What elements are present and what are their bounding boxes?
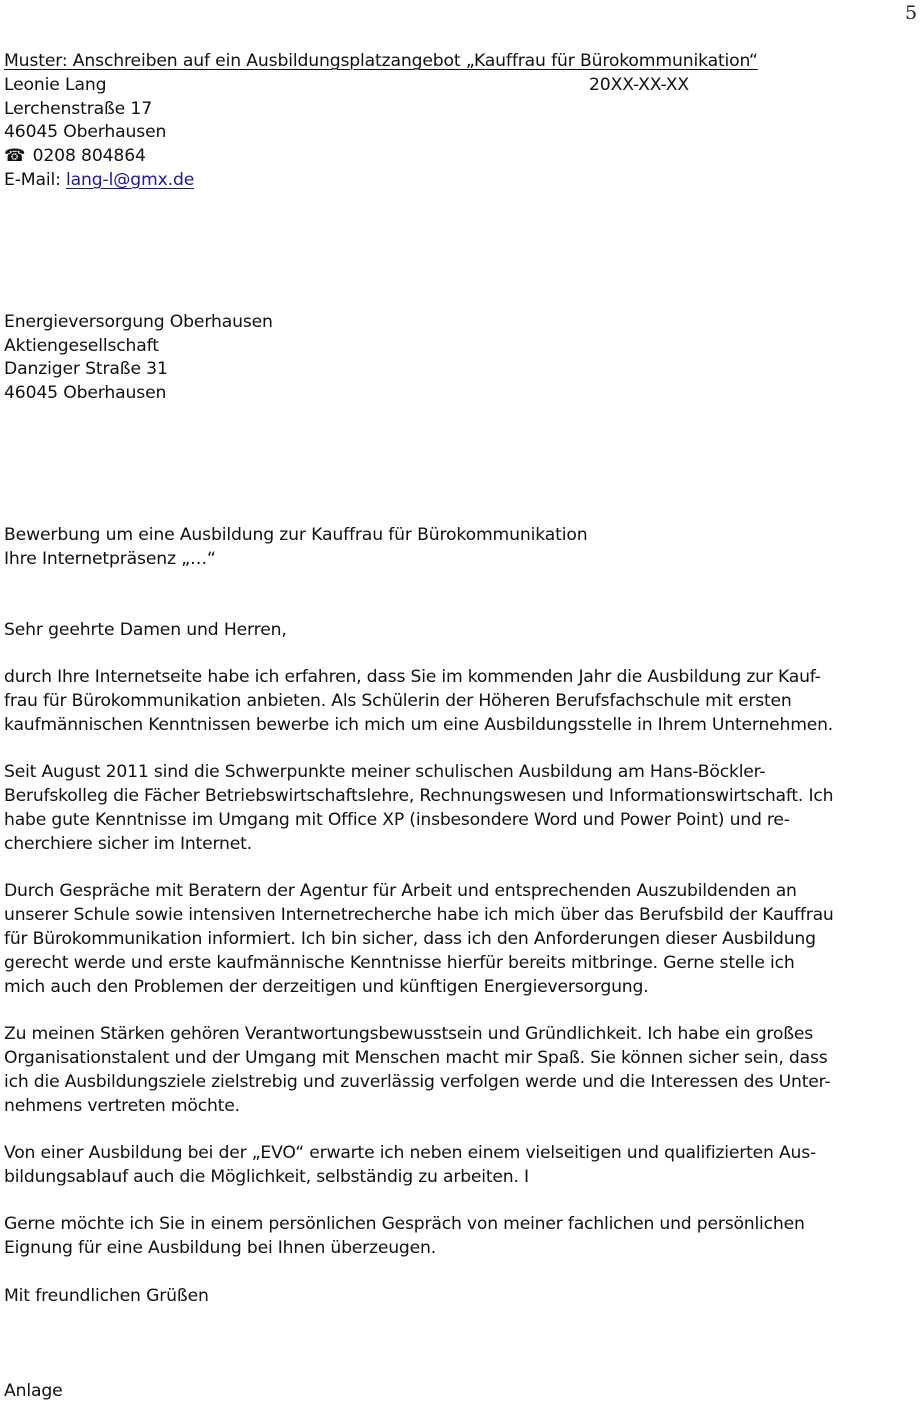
recipient-line: Danziger Straße 31 bbox=[4, 359, 168, 380]
paragraph-line: habe gute Kenntnisse im Umgang mit Office XP (insbesondere Word und Power Point) und re- bbox=[4, 809, 790, 830]
paragraph-line: unserer Schule sowie intensiven Internetrecherche habe ich mich über das Berufsbild der Kauffrau bbox=[4, 905, 834, 926]
email-link[interactable]: lang-l@gmx.de bbox=[66, 169, 195, 190]
recipient-line: 46045 Oberhausen bbox=[4, 383, 167, 404]
paragraph-line: ich die Ausbildungsziele zielstrebig und zuverlässig verfolgen werde und die Interessen des Unter- bbox=[4, 1071, 831, 1092]
paragraph-3 bbox=[4, 880, 919, 999]
recipient-line: Energieversorgung Oberhausen bbox=[4, 311, 273, 332]
letter-date: 20XX-XX-XX bbox=[589, 74, 689, 95]
reference-line: Ihre Internetpräsenz „…“ bbox=[4, 548, 216, 569]
telephone-icon: ☎ bbox=[4, 146, 26, 167]
sender-phone-row bbox=[4, 145, 919, 169]
paragraph-line: mich auch den Problemen der derzeitigen und künftigen Energieversorgung. bbox=[4, 976, 649, 997]
closing: Mit freundlichen Grüßen bbox=[4, 1285, 209, 1306]
paragraph-5 bbox=[4, 1142, 919, 1190]
paragraph-line: nehmens vertreten möchte. bbox=[4, 1095, 240, 1116]
paragraph-line: Von einer Ausbildung bei der „EVO“ erwarte ich neben einem vielseitigen und qualifizierten Aus- bbox=[4, 1143, 816, 1164]
paragraph-line: kaufmännischen Kenntnissen bewerbe ich mich um eine Ausbildungsstelle in Ihrem Unternehmen. bbox=[4, 714, 834, 735]
paragraph-line: Organisationstalent und der Umgang mit Menschen macht mir Spaß. Sie können sicher sein, dass bbox=[4, 1047, 828, 1068]
salutation: Sehr geehrte Damen und Herren, bbox=[4, 619, 287, 640]
sender-phone: 0208 804864 bbox=[32, 146, 146, 167]
paragraph-4 bbox=[4, 1023, 919, 1118]
paragraph-line: Berufskolleg die Fächer Betriebswirtschaftslehre, Rechnungswesen und Informationswirtschaft. Ich bbox=[4, 786, 834, 807]
letter-body bbox=[4, 50, 919, 1404]
paragraph-line: Seit August 2011 sind die Schwerpunkte meiner schulischen Ausbildung am Hans-Böckler- bbox=[4, 762, 766, 783]
paragraph-line: Zu meinen Stärken gehören Verantwortungsbewusstsein und Gründlichkeit. Ich habe ein großes bbox=[4, 1024, 813, 1045]
enclosure: Anlage bbox=[4, 1381, 63, 1402]
paragraph-line: cherchiere sicher im Internet. bbox=[4, 833, 252, 854]
subject-line: Bewerbung um eine Ausbildung zur Kauffrau für Bürokommunikation bbox=[4, 524, 588, 545]
sender-email-row bbox=[4, 169, 919, 193]
sender-name: Leonie Lang bbox=[4, 74, 107, 95]
paragraph-line: Eignung für eine Ausbildung bei Ihnen überzeugen. bbox=[4, 1238, 436, 1259]
subject-block bbox=[4, 524, 919, 572]
paragraph-line: für Bürokommunikation informiert. Ich bin sicher, dass ich den Anforderungen dieser Ausbildung bbox=[4, 928, 816, 949]
paragraph-1 bbox=[4, 666, 919, 737]
paragraph-6 bbox=[4, 1213, 919, 1261]
recipient-address bbox=[4, 311, 919, 406]
sender-city: 46045 Oberhausen bbox=[4, 122, 167, 143]
paragraph-line: Durch Gespräche mit Beratern der Agentur für Arbeit und entsprechenden Auszubildenden an bbox=[4, 881, 797, 902]
paragraph-line: frau für Bürokommunikation anbieten. Als Schülerin der Höheren Berufsfachschule mit ersten bbox=[4, 690, 792, 711]
paragraph-line: Gerne möchte ich Sie in einem persönlichen Gespräch von meiner fachlichen und persönlichen bbox=[4, 1214, 805, 1235]
paragraph-2 bbox=[4, 761, 919, 856]
sender-street: Lerchenstraße 17 bbox=[4, 98, 152, 119]
sender-name-row bbox=[4, 74, 919, 98]
recipient-line: Aktiengesellschaft bbox=[4, 335, 159, 356]
email-label: E-Mail: bbox=[4, 169, 67, 190]
paragraph-line: gerecht werde und erste kaufmännische Kenntnisse hierfür bereits mitbringe. Gerne stelle ich bbox=[4, 952, 795, 973]
paragraph-line: durch Ihre Internetseite habe ich erfahren, dass Sie im kommenden Jahr die Ausbildung zur Kauf- bbox=[4, 667, 821, 688]
page-number: 5 bbox=[905, 2, 917, 24]
paragraph-line: bildungsablauf auch die Möglichkeit, selbständig zu arbeiten. I bbox=[4, 1166, 529, 1187]
letter-heading: Muster: Anschreiben auf ein Ausbildungsplatzangebot „Kauffrau für Bürokommunikation“ bbox=[4, 51, 758, 71]
